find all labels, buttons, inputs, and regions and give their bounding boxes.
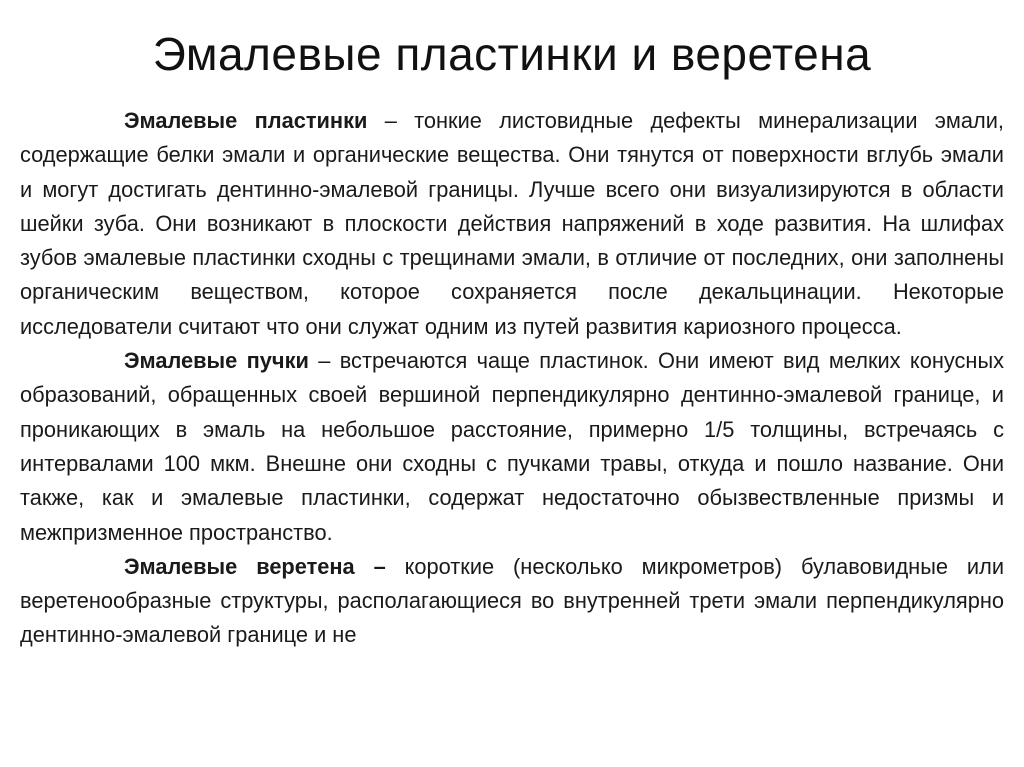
- term-enamel-tufts: Эмалевые пучки: [124, 348, 309, 374]
- term-dash: –: [367, 108, 397, 133]
- paragraph-text: встречаются чаще пластинок. Они имеют вид мелких конусных образований, обращенных своей вершиной перпендикулярно дентинно-эмалевой границе, и проникающих в эмаль на небольшое расстояние, примерно 1/5 толщины, встречаясь с интервалами 100 мкм. Внешне они сходны с пучками травы, откуда и пошло название. Они также, как и эмалевые пластинки, содержат недостаточно обызвествленные призмы и межпризменное пространство.: [20, 348, 1005, 545]
- paragraph-enamel-lamellae: [20, 104, 1004, 344]
- term-enamel-lamellae: Эмалевые пластинки: [124, 108, 368, 133]
- paragraph-text: короткие (несколько микрометров) булавовидные или веретенообразные структуры, располагающиеся во внутренней трети эмали перпендикулярно дентинно-эмалевой границе и не: [20, 553, 1004, 648]
- slide-body: [20, 104, 1004, 653]
- paragraph-text: тонкие листовидные дефекты минерализации эмали, содержащие белки эмали и органические вещества. Они тянутся от поверхности вглубь эмали и могут достигать дентинно-эмалевой границы. Лучше всего они визуализируются в области шейки зуба. Они возникают в плоскости действия напряжений в ходе развития. На шлифах зубов эмалевые пластинки сходны с трещинами эмали, в отличие от последних, они заполнены органическим веществом, которое сохраняется после декальцинации. Некоторые исследователи считают что они служат одним из путей развития кариозного процесса.: [20, 108, 1004, 339]
- term-enamel-spindles: Эмалевые веретена –: [124, 553, 386, 579]
- slide-title: Эмалевые пластинки и веретена: [152, 28, 872, 80]
- paragraph-enamel-spindles: [20, 550, 1004, 653]
- term-dash: –: [308, 348, 331, 374]
- paragraph-enamel-tufts: [20, 344, 1004, 550]
